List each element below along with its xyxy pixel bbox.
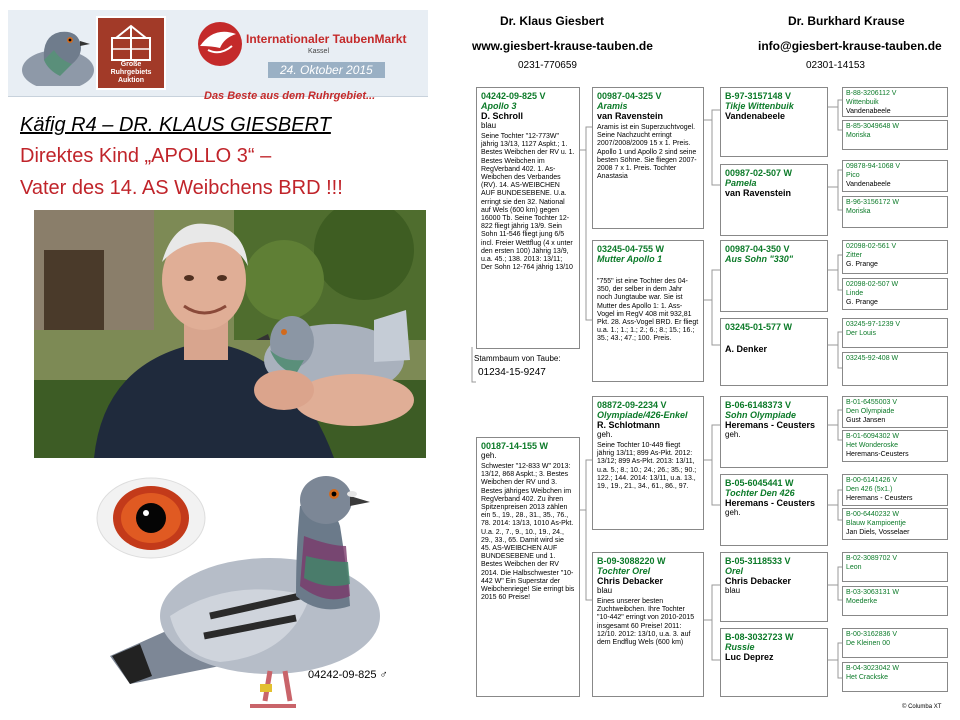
phone-2: 02301-14153 xyxy=(806,60,865,71)
pedigree-gen4-2 xyxy=(842,120,948,150)
copyright: © Columba XT xyxy=(902,704,942,710)
gen4-name: Den Olympiade xyxy=(846,408,895,415)
gen2-ring: 00987-04-325 V xyxy=(597,91,662,101)
mine-tower-icon xyxy=(106,24,156,62)
gen4-owner: Heremans-Ceusters xyxy=(846,451,909,458)
gen4-owner: Jan Diels, Vosselaer xyxy=(846,529,910,536)
gen4-name: Der Louis xyxy=(846,330,876,337)
pedigree-dam xyxy=(476,437,580,697)
gen4-name: Moederke xyxy=(846,598,878,605)
gen4-name: Den 426 (5x1.) xyxy=(846,486,893,493)
gen4-ring: B-00-6440232 W xyxy=(846,511,899,518)
gen4-ring: B-02-3089702 V xyxy=(846,555,897,562)
gen2-name: Tochter Orel xyxy=(597,566,651,576)
pedigree-gen4-14 xyxy=(842,586,948,616)
gen3-ring: 03245-01-577 W xyxy=(725,322,793,332)
pedigree-gen4-13 xyxy=(842,552,948,582)
pedigree-gen4-12 xyxy=(842,508,948,540)
gen3-owner: Chris Debacker xyxy=(725,576,792,586)
stammbaum-ring: 01234-15-9247 xyxy=(478,367,546,378)
gen4-ring: 02098-02-507 W xyxy=(846,281,899,288)
market-city: Kassel xyxy=(308,48,330,55)
gen4-name: Het Wonderoske xyxy=(846,442,899,449)
sire-color: blau xyxy=(481,121,497,130)
pigeon-head-icon xyxy=(14,20,94,86)
sire-ring: 04242-09-825 V xyxy=(481,91,546,101)
gen3-name: Tikje Wittenbuik xyxy=(725,101,794,111)
pedigree-gen3-3 xyxy=(720,240,828,312)
event-banner xyxy=(8,10,428,102)
bird-ring-label: 04242-09-825 ♂ xyxy=(308,669,388,681)
gen2-color: blau xyxy=(597,586,613,595)
pedigree-gen3-4 xyxy=(720,318,828,386)
market-title: Internationaler TaubenMarkt xyxy=(246,32,407,46)
pigeon-eye-closeup xyxy=(96,476,206,560)
pedigree-gen4-10 xyxy=(842,430,948,462)
gen4-name: Leon xyxy=(846,564,862,571)
gen3-ring: B-05-6045441 W xyxy=(725,478,794,488)
gen4-name: Zitter xyxy=(846,252,862,259)
gen4-ring: B-00-3162836 V xyxy=(846,631,897,638)
pedigree-sire xyxy=(476,87,580,349)
pedigree-gen4-5 xyxy=(842,240,948,274)
gen3-ring: B-06-6148373 V xyxy=(725,400,792,410)
pedigree-gen3-2 xyxy=(720,164,828,236)
sire-owner: D. Schroll xyxy=(481,111,524,121)
pedigree-gen2-1 xyxy=(592,87,704,229)
dove-logo-icon xyxy=(190,16,246,70)
pedigree-gen4-6 xyxy=(842,278,948,310)
sire-text: Seine Tochter "12-773W" jährig 13/13, 1127 Aspkt.; 1. Bestes Weibchen der RV u. 1. Bestes Weibchen im RegVerband 402. 1. As-Weibchen des Verbandes (RV). 14. AS-WEIBCHEN AUF BUNDESEBENE. U.a. erringt sie den 32. National auf Wels (600 km) gegen 16000 Tb. Seine Tochter 12-822 fliegt jährig 13/9. Sein Sohn 11-546 fliegt jung 6/5 incl. Freier Wettflug (4 x unter den ersten 100) Jährig 13/9, u.a. 45.; 138. 2013: 13/11; Der Sohn 12-764 jährig 13/10 xyxy=(481,133,575,272)
gen2-text: Eines unserer besten Zuchtweibchen. Ihre Tochter "10-442" erringt von 2010-2015 insgesamt 60 Preise! 2011: 12/10. 2012: 13/10, u.a. 3. auf dem Endflug Wels (600 km) xyxy=(597,598,695,647)
pedigree-gen3-6 xyxy=(720,474,828,546)
gen2-ring: 03245-04-755 W xyxy=(597,244,665,254)
gen2-name: Olympiade/426-Enkel xyxy=(597,410,688,420)
gen3-owner: Luc Deprez xyxy=(725,652,774,662)
gen4-ring: B-03-3063131 W xyxy=(846,589,899,596)
gen4-owner: Vandenabeele xyxy=(846,181,891,188)
gen4-owner: Vandenabeele xyxy=(846,108,891,115)
gen3-name: Tochter Den 426 xyxy=(725,488,795,498)
pedigree-gen3-8 xyxy=(720,628,828,697)
gen2-name: Mutter Apollo 1 xyxy=(597,254,663,264)
banner-slogan: Das Beste aus dem Ruhrgebiet... xyxy=(204,90,376,102)
gen4-name: Blauw Kampioentje xyxy=(846,520,906,527)
gen4-ring: 09878-94-1068 V xyxy=(846,163,901,170)
headline-line-3: Vater des 14. AS Weibchens BRD !!! xyxy=(20,177,343,199)
dam-color: geh. xyxy=(481,451,497,460)
gen3-ring: 00987-02-507 W xyxy=(725,168,793,178)
gen3-owner: Vandenabeele xyxy=(725,111,786,121)
gen3-owner: A. Denker xyxy=(725,344,768,354)
gen2-owner: Chris Debacker xyxy=(597,576,664,586)
gen4-ring: B-00-6141426 V xyxy=(846,477,897,484)
gen4-name: Het Crackske xyxy=(846,674,889,681)
gen4-ring: 02098-02-561 V xyxy=(846,243,897,250)
gen3-owner: Heremans - Ceusters xyxy=(725,498,816,508)
gen4-name: Moriska xyxy=(846,208,871,215)
gen2-text: "755" ist eine Tochter des 04-350, der selber in dem Jahr noch Jungtaube war. Sie ist Mutter des Apollo 1: 1. Ass-Vogel im RegV 408 mit 932,81 Pkt. 28. Ass-Vogel BRD. Er fliegt u.a. 1.; 1.; 1.; 2.; 6.; 8.; 15.; 16.; 35.; 43.; 47.; 100. Preis. xyxy=(597,278,699,343)
market-date: 24. Oktober 2015 xyxy=(268,62,385,78)
gen2-owner: R. Schlotmann xyxy=(597,420,661,430)
pedigree-gen4-1 xyxy=(842,87,948,117)
website-link[interactable]: www.giesbert-krause-tauben.de xyxy=(472,39,653,53)
gen4-name: Moriska xyxy=(846,132,871,139)
gen2-text: Seine Tochter 10-449 fliegt jährig 13/11; 899 As-Pkt. 2012: 13/12; 899 As-Pkt. 2013: 13/11, u.a. 5.; 8.; 10.; 24.; 26.; 35.; 90.; 122.; 144. 2014: 13/11, u.a. 13., 19., 19., 21., 34., 61., 86., 97. xyxy=(597,442,697,491)
pedigree-gen4-9 xyxy=(842,396,948,428)
gen4-name: Linde xyxy=(846,290,864,297)
phone-1: 0231-770659 xyxy=(518,60,577,71)
gen3-color: geh. xyxy=(725,430,741,439)
dam-ring: 00187-14-155 W xyxy=(481,441,549,451)
gen4-ring: B-01-6455003 V xyxy=(846,399,897,406)
gen2-ring: 08872-09-2234 V xyxy=(597,400,667,410)
gen4-ring: 03245-97-1239 V xyxy=(846,321,901,328)
gen4-ring: B-88-3206112 V xyxy=(846,90,897,97)
pedigree-gen4-3 xyxy=(842,160,948,192)
dam-text: Schwester "12-833 W" 2013: 13/12, 868 Aspkt.; 3. Bestes Weibchen der RV und 3. Bestes jähriges Weibchen im RegVerband 402. Zu ihren Spitzenpreisen 2013 zählen ein 5., 19., 28., 31., 35., 76., 78. 2014: 13/13, 1010 As-Pkt. U.a. 2., 7., 9., 10., 19., 24., 29., 33., 65. Damit wird sie 45. AS-WEIBCHEN AUF BUNDESEBENE und 1. Bestes Weibchen der RV 2014. Die Halbschwester "10-442 W" Ein Superstar der Weibchenriege! Sie erringt bis 2015 60 Preise! xyxy=(481,463,575,602)
gen3-owner: Heremans - Ceusters xyxy=(725,420,816,430)
pedigree-gen2-2 xyxy=(592,240,704,382)
pedigree-gen3-5 xyxy=(720,396,828,468)
gen3-name: Aus Sohn "330" xyxy=(725,254,794,264)
gen3-color: blau xyxy=(725,586,741,595)
gen4-owner: G. Prange xyxy=(846,261,878,268)
gen3-name: Orel xyxy=(725,566,744,576)
gen2-text: Aramis ist ein Superzuchtvogel. Seine Nachzucht erringt 2007/2008/2009 15 x 1. Preis. Apollo 1 und Apollo 2 sind seine besten Söhne. Sie fliegen 2007-2008 7 x 1. Preis. Tochter Anastasia xyxy=(597,124,697,181)
gen4-ring: B-85-3049648 W xyxy=(846,123,899,130)
gen3-ring: B-05-3118533 V xyxy=(725,556,791,566)
owner-2: Dr. Burkhard Krause xyxy=(788,14,905,28)
pedigree-gen3-1 xyxy=(720,87,828,157)
pedigree-gen2-4 xyxy=(592,552,704,697)
gen4-ring: B-01-6094302 W xyxy=(846,433,899,440)
gen4-name: Pico xyxy=(846,172,860,179)
gen2-color: geh. xyxy=(597,430,613,439)
logo-text: Große Ruhrgebiets Auktion xyxy=(110,61,152,84)
pedigree-gen2-3 xyxy=(592,396,704,530)
gen4-ring: B-96-3156172 W xyxy=(846,199,899,206)
gen4-owner: Heremans - Ceusters xyxy=(846,495,913,502)
gen4-owner: Gust Jansen xyxy=(846,417,886,424)
pedigree-gen3-7 xyxy=(720,552,828,622)
gen4-name: De Kleinen 00 xyxy=(846,640,890,647)
gen4-name: Wittenbuik xyxy=(846,99,879,106)
gen3-color: geh. xyxy=(725,508,741,517)
gen2-name: Aramis xyxy=(597,101,628,111)
pedigree-gen4-11 xyxy=(842,474,948,506)
gen2-ring: B-09-3088220 W xyxy=(597,556,666,566)
gen2-owner: van Ravenstein xyxy=(597,111,664,121)
gen4-owner: G. Prange xyxy=(846,299,878,306)
gen3-owner: van Ravenstein xyxy=(725,188,792,198)
pedigree-gen4-4 xyxy=(842,196,948,228)
sire-name: Apollo 3 xyxy=(481,101,517,111)
pedigree-gen4-8 xyxy=(842,352,948,386)
cage-headline: Käfig R4 – DR. KLAUS GIESBERT xyxy=(20,114,331,136)
gen4-ring: B-04-3023042 W xyxy=(846,665,899,672)
pedigree-gen4-16 xyxy=(842,662,948,692)
email-link[interactable]: info@giesbert-krause-tauben.de xyxy=(758,39,942,53)
headline-line-2: Direktes Kind „APOLLO 3“ – xyxy=(20,145,272,167)
gen3-ring: B-97-3157148 V xyxy=(725,91,792,101)
gen3-name: Sohn Olympiade xyxy=(725,410,797,420)
gen3-ring: 00987-04-350 V xyxy=(725,244,790,254)
gen3-name: Russie xyxy=(725,642,755,652)
gen3-name: Pamela xyxy=(725,178,757,188)
gen4-ring: 03245-92-408 W xyxy=(846,355,899,362)
gen3-ring: B-08-3032723 W xyxy=(725,632,794,642)
pedigree-gen4-7 xyxy=(842,318,948,348)
auction-logo xyxy=(96,16,166,90)
pedigree-gen4-15 xyxy=(842,628,948,658)
owner-1: Dr. Klaus Giesbert xyxy=(500,14,605,28)
stammbaum-label: Stammbaum von Taube: xyxy=(474,354,561,363)
breeder-photo xyxy=(34,210,426,458)
